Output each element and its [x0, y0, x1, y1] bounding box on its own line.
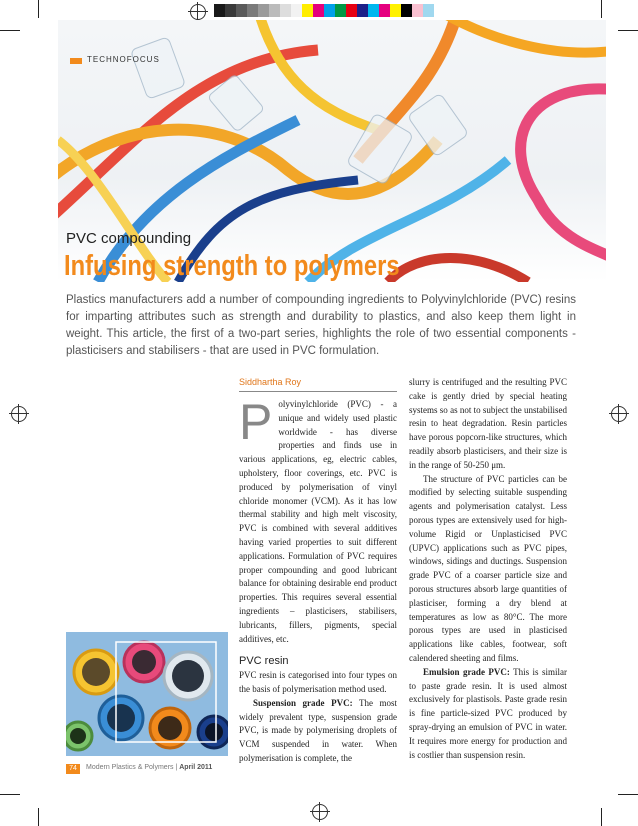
byline-divider: [239, 391, 397, 392]
paragraph: [239, 697, 397, 766]
page-number: 74: [66, 764, 80, 774]
run-in-heading: Emulsion grade PVC:: [423, 666, 510, 677]
article-column-1: [239, 394, 397, 766]
paragraph-text: The most widely prevalent type, suspension grade PVC, is made by polymerising droplets of VCM suspended in water. When polymerisation is complete, the: [239, 697, 397, 763]
issue-date: April 2011: [179, 764, 213, 771]
crop-mark: [0, 794, 20, 795]
crop-mark: [618, 30, 638, 31]
section-marker: [70, 58, 82, 64]
author-byline: Siddhartha Roy: [239, 377, 302, 387]
run-in-heading: Suspension grade PVC:: [253, 697, 353, 708]
registration-mark-icon: [611, 406, 627, 422]
section-label: TECHNOFOCUS: [87, 55, 160, 64]
paragraph-text: olyvinylchloride (PVC) - a unique and widely used plastic worldwide - has diverse properties and finds use in various applications, eg, electric cables, upholstery, floor coverings, etc. PVC is produced by polymerisation of vinyl chloride monomer (VCM). As it has low thermal stability and high melt viscosity, PVC is combined with several additives having varied properties to suit different applications. Formulation of PVC requires proper compounding and good lubricant balance for obtaining desirable end product properties. This requires several essential ingredients – plasticisers, stabilisers, lubricants, fillers, pigments, special additives, etc.: [239, 399, 397, 644]
print-color-bar: [214, 4, 434, 17]
crop-mark: [38, 808, 39, 826]
paragraph: PVC resin is categorised into four types on the basis of polymerisation method used.: [239, 670, 397, 694]
crop-mark: [618, 794, 638, 795]
article-intro: Plastics manufacturers add a number of compounding ingredients to Polyvinylchloride (PVC) resins for imparting attributes such as strength and durability to plastics, and also keep them light in weight. This article, the first of a two-part series, highlights the role of two essential components - plasticisers and stabilisers - that are used in PVC formulation.: [66, 294, 576, 357]
pvc-pipes-illustration: [66, 632, 228, 756]
registration-mark-icon: [190, 4, 206, 20]
paragraph: [409, 666, 567, 763]
crop-mark: [0, 30, 20, 31]
pvc-pipes-photo: [66, 632, 228, 756]
paragraph: The structure of PVC particles can be modified by selecting suitable suspending agents and polymerisation catalyst. Less porous types are extensively used for high-volume Rigid or Unplasticised PVC (UPVC) applications such as PVC pipes, windows, sidings and ductings. Suspension grade PVC of a coarser particle size and porous structures absorb large quantities of plasticiser, forming a dry blend at temperatures as low as 80°C. The more porous types are used in plasticised applications like cables, footwear, soft calendered sheeting and films.: [409, 473, 567, 663]
magazine-name: Modern Plastics & Polymers: [86, 764, 174, 771]
section-heading: PVC resin: [239, 655, 289, 668]
article-headline: Infusing strength to polymers: [64, 250, 400, 282]
article-kicker: PVC compounding: [66, 230, 192, 247]
registration-mark-icon: [11, 406, 27, 422]
article-column-2: [409, 376, 567, 762]
crop-mark: [601, 808, 602, 826]
drop-cap: P: [239, 394, 273, 450]
opening-paragraph: [239, 394, 397, 646]
paragraph-text: This is similar to paste grade resin. It is used almost exclusively for plastisols. Paste grade resin is fine particle-sized PVC produced by spray-drying an emulsion of PVC in water. It requires more energy for production and is costlier than suspension resin.: [409, 666, 567, 760]
paragraph: slurry is centrifuged and the resulting PVC cake is gently dried by special heating systems so as not to subject the unstabilised resin to heat degradation. Resin particles have porous popcorn-like structures, which readily absorb plasticisers, and their size is in the range of 50-250 μm.: [409, 377, 567, 470]
crop-mark: [601, 0, 602, 18]
footer-credit: Modern Plastics & Polymers | April 2011: [86, 764, 213, 771]
crop-mark: [38, 0, 39, 18]
registration-mark-icon: [312, 804, 328, 820]
